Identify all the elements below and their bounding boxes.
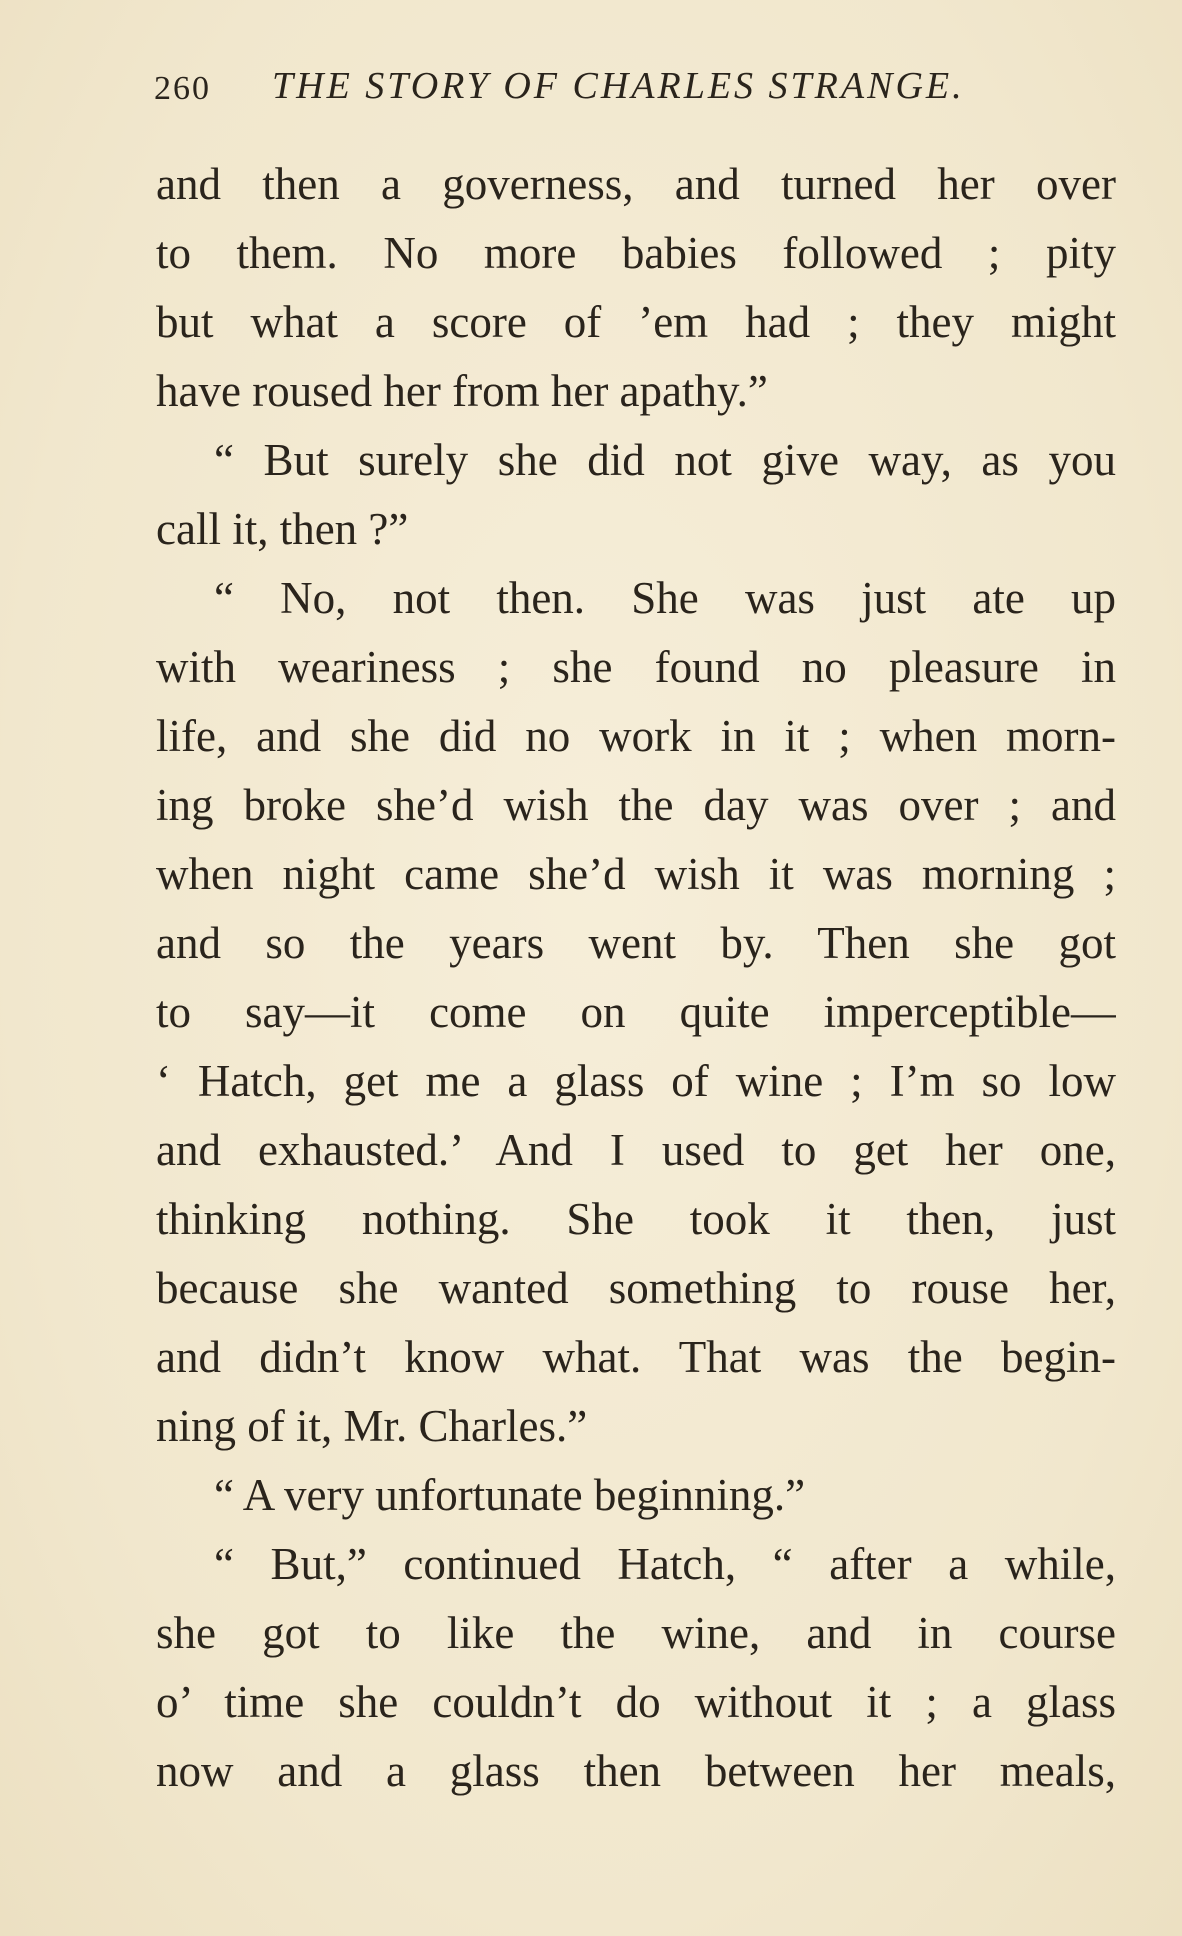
text-line: “ A very unfortunate beginning.” [214, 1470, 806, 1520]
text-line: have roused her from her apathy.” [156, 366, 768, 416]
text-line: because she wanted something to rouse her, [156, 1263, 1116, 1313]
text-line: ing broke she’d wish the day was over ; and [156, 780, 1116, 830]
text-line: with weariness ; she found no pleasure in [156, 642, 1116, 692]
text-line: “ But,” continued Hatch, “ after a while, [214, 1539, 1116, 1589]
text-line: to say—it come on quite imperceptible— [156, 987, 1116, 1037]
text-line: and exhausted.’ And I used to get her one, [156, 1125, 1116, 1175]
text-line: and so the years went by. Then she got [156, 918, 1116, 968]
text-line: o’ time she couldn’t do without it ; a glass [156, 1677, 1116, 1727]
text-line: now and a glass then between her meals, [156, 1746, 1116, 1796]
text-line: “ No, not then. She was just ate up [214, 573, 1116, 623]
text-line: life, and she did no work in it ; when morn- [156, 711, 1116, 761]
page-number: 260 [154, 70, 211, 107]
text-line: call it, then ?” [156, 504, 409, 554]
text-line: ning of it, Mr. Charles.” [156, 1401, 588, 1451]
text-line: and then a governess, and turned her over [156, 159, 1116, 209]
running-title: THE STORY OF CHARLES STRANGE. [272, 65, 965, 107]
text-line: she got to like the wine, and in course [156, 1608, 1116, 1658]
text-line: and didn’t know what. That was the begin- [156, 1332, 1116, 1382]
text-line: “ But surely she did not give way, as you [214, 435, 1116, 485]
running-head [154, 64, 1034, 114]
text-line: thinking nothing. She took it then, just [156, 1194, 1116, 1244]
text-line: to them. No more babies followed ; pity [156, 228, 1116, 278]
text-line: but what a score of ’em had ; they might [156, 297, 1116, 347]
body-text [156, 150, 1116, 1806]
text-line: when night came she’d wish it was morning ; [156, 849, 1116, 899]
text-line: ‘ Hatch, get me a glass of wine ; I’m so low [156, 1056, 1116, 1106]
